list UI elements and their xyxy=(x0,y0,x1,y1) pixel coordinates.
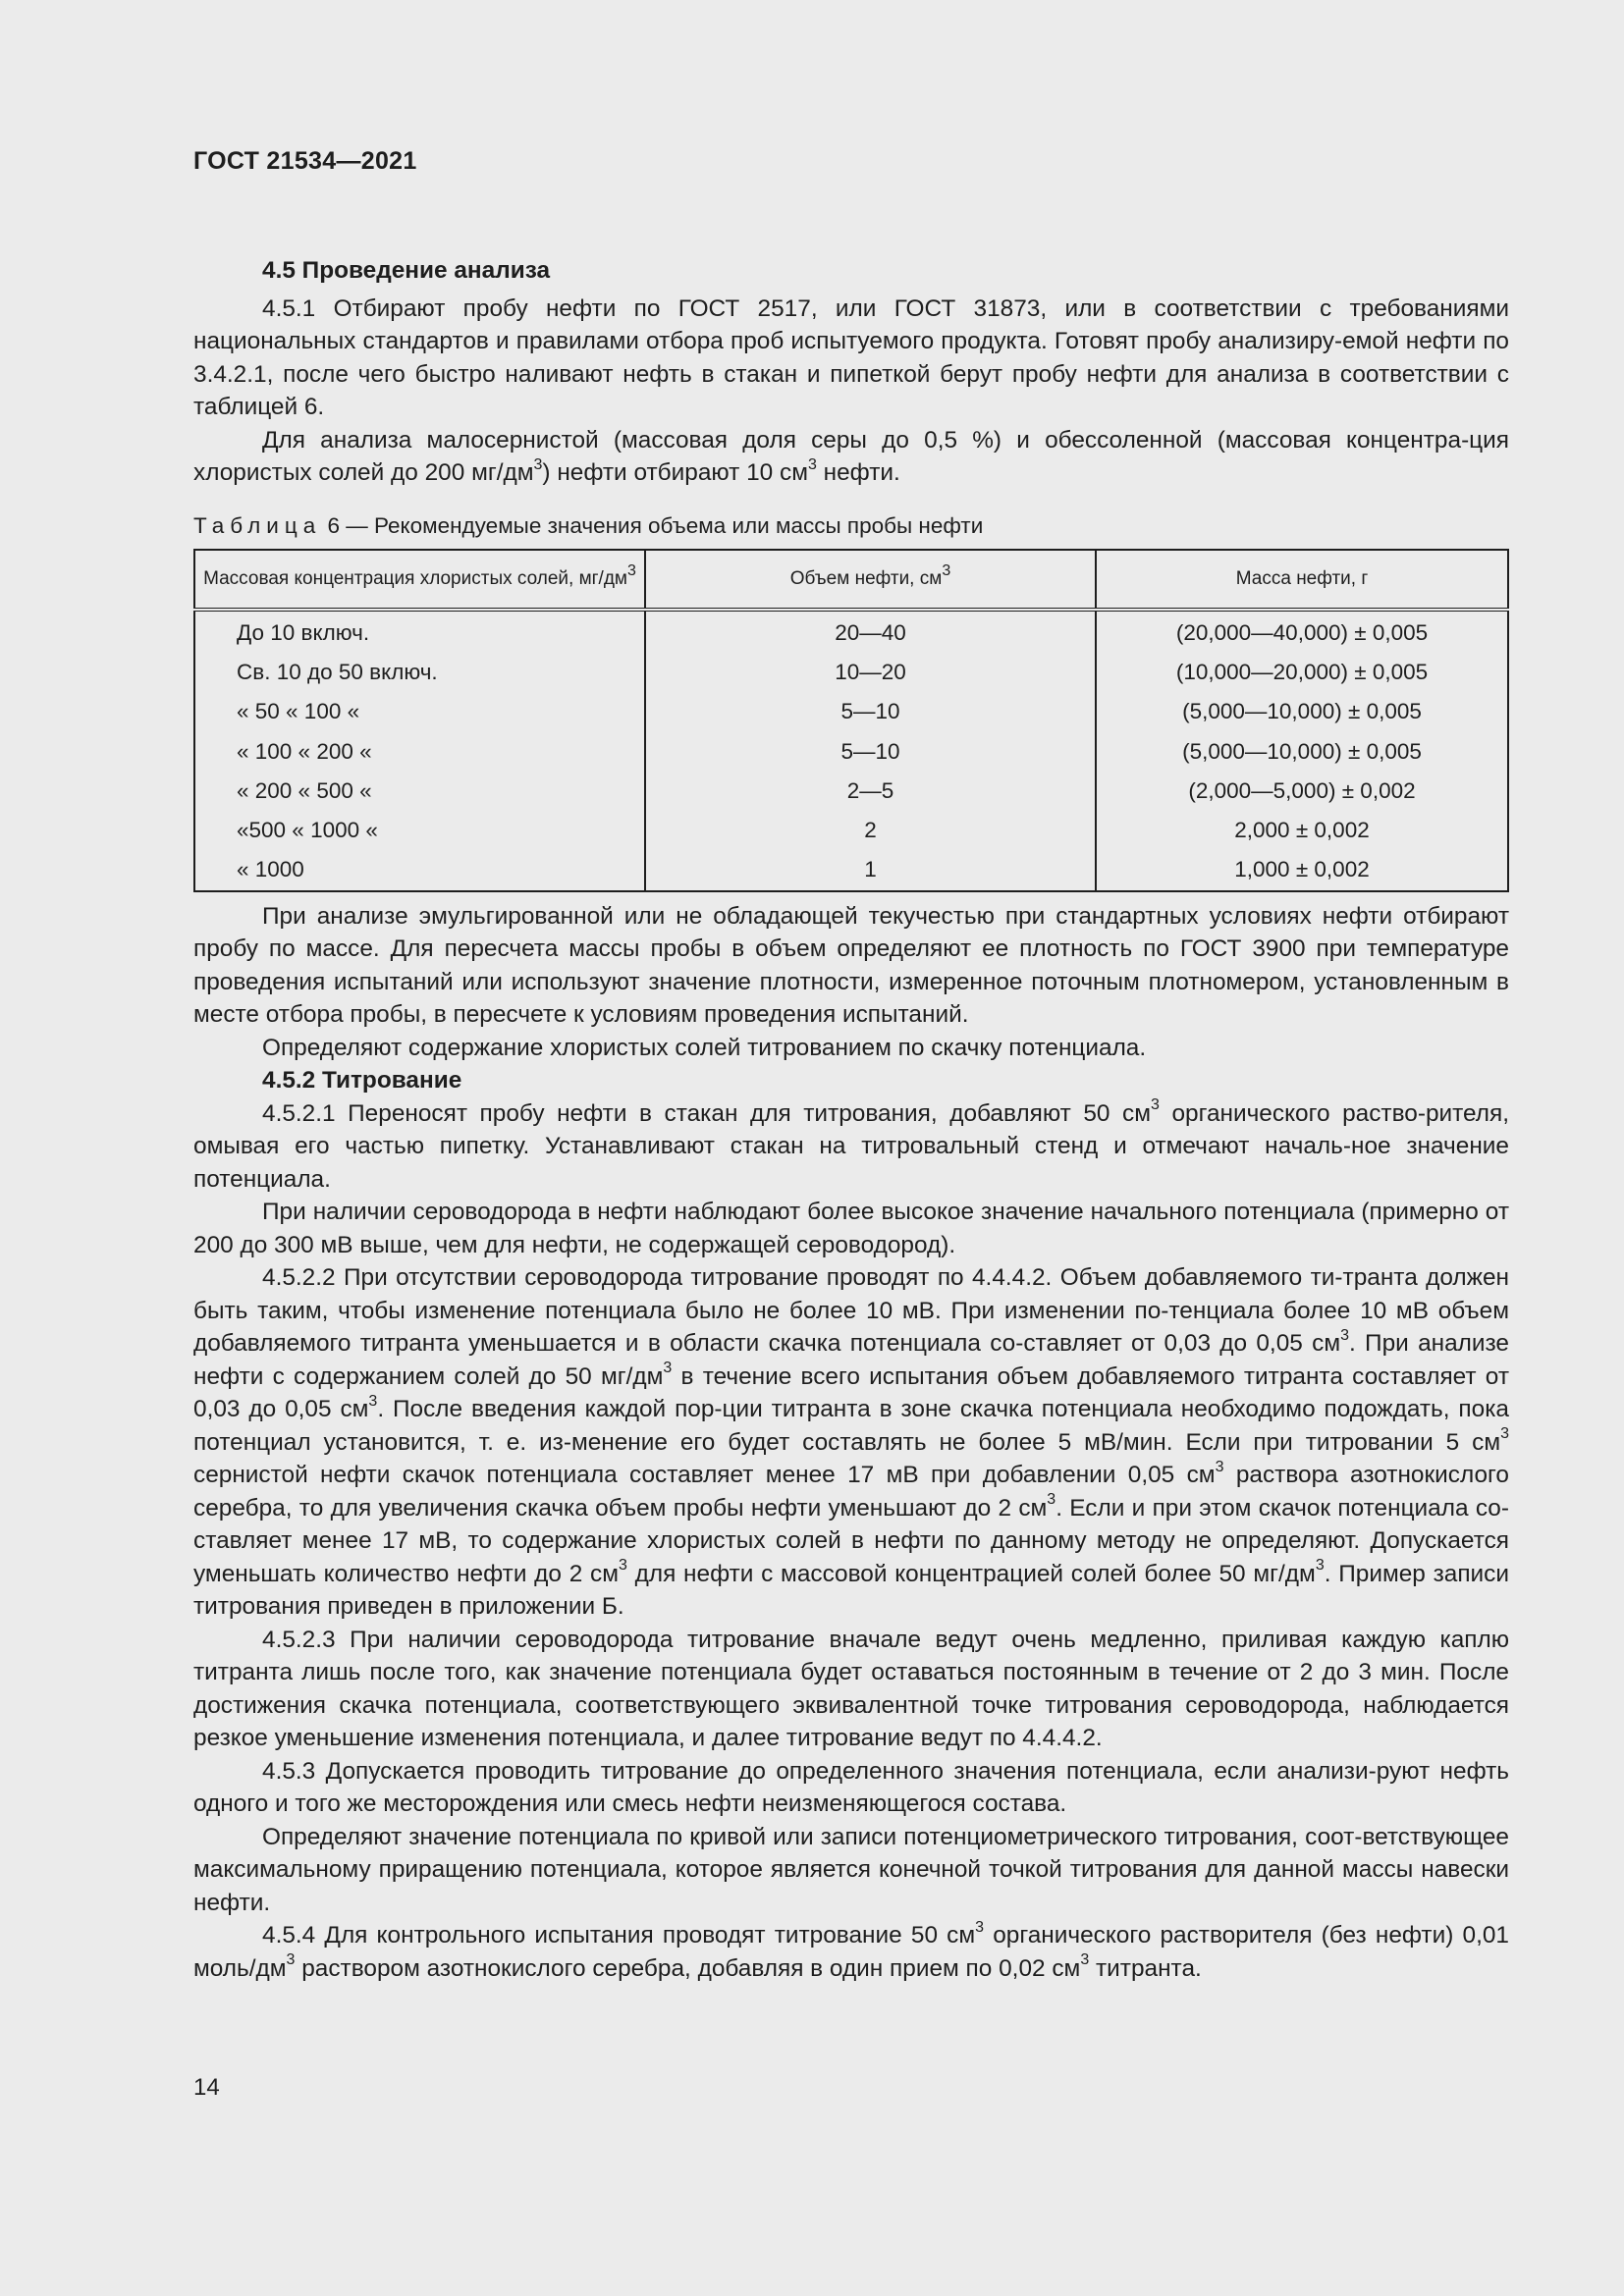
paragraph-4-5-2-2: 4.5.2.2 При отсутствии сероводорода титрование проводят по 4.4.4.2. Объем добавляемого ти-транта должен быть таким, чтобы изменение потенциала было не более 10 мВ. При изменении по-тенциала более 10 мВ объем добавляемого титранта уменьшается и в области скачка потенциала со-ставляет от 0,03 до 0,05 $см^3$. При анализе нефти с содержанием солей до 50 $мг/дм^3$ в течение всего испытания объем добавляемого титранта составляет от 0,03 до 0,05 $см^3$. После введения каждой пор-ции титранта в зоне скачка потенциала необходимо подождать, пока потенциал установится, т. е. из-менение его будет составлять не более 5 мВ/мин. Если при титровании 5 $см^3$ сернистой нефти скачок потенциала составляет менее 17 мВ при добавлении 0,05 $см^3$ раствора азотнокислого серебра, то для увеличения скачка объем пробы нефти уменьшают до 2 $см^3$. Если и при этом скачок потенциала со-ставляет менее 17 мВ, то содержание хлористых солей в нефти по данному методу не определяют. Допускается уменьшать количество нефти до 2 $см^3$ для нефти с массовой концентрацией солей более 50 $мг/дм^3$. Пример записи титрования приведен в приложении Б. xyxy=(193,1264,1510,1621)
cell-concentration: « 100 « 200 « xyxy=(194,731,645,771)
cell-volume: 20—40 xyxy=(645,610,1096,653)
paragraph-sample-low-sulfur: Для анализа малосернистой (массовая доля серы до 0,5 %) и обессоленной (массовая концентра-ция хлористых солей до 200 $мг/дм^3$) нефти отбирают 10 $см^3$ нефти. xyxy=(193,426,1509,486)
cell-volume: 2—5 xyxy=(645,772,1096,811)
cell-concentration: « 50 « 100 « xyxy=(194,692,645,731)
sample-volume-table xyxy=(193,549,1509,892)
table-header-row xyxy=(194,550,1508,610)
document-header: ГОСТ 21534—2021 xyxy=(193,147,417,175)
paragraph-4-5-2-1: 4.5.2.1 Переносят пробу нефти в стакан для титрования, добавляют 50 $см^3$ органического раство-рителя, омывая его частью пипетку. Устанавливают стакан на титровальный стенд и отмечают началь-ное значение потенциала. xyxy=(193,1096,1509,1193)
cell-volume: 1 xyxy=(645,850,1096,890)
header-salt-concentration: Массовая концентрация хлористых солей, $мг/дм^3$ xyxy=(194,550,645,610)
cell-mass: (5,000—10,000) ± 0,005 xyxy=(1182,699,1422,724)
table-row xyxy=(194,811,1508,850)
paragraph-potential-determination: Определяют значение потенциала по кривой или записи потенциометрического титрования, соот-ветствующее максимальному приращению потенциала, которое является конечной точкой титрования для данной массы навески нефти. xyxy=(193,1823,1509,1916)
header-oil-mass: Масса нефти, г xyxy=(1235,568,1369,589)
cell-mass: 1,000 ± 0,002 xyxy=(1234,857,1370,882)
table-row xyxy=(194,731,1508,771)
section-heading-4-5: 4.5 Проведение анализа xyxy=(262,257,551,284)
paragraph-hydrogen-sulfide: При наличии сероводорода в нефти наблюдают более высокое значение начального потенциала (примерно от 200 до 300 мВ выше, чем для нефти, не содержащей сероводород). xyxy=(193,1199,1509,1258)
cell-volume: 5—10 xyxy=(645,692,1096,731)
table-caption: Таблица 6 — Рекомендуемые значения объема или массы пробы нефти xyxy=(193,512,984,538)
cell-volume: 10—20 xyxy=(645,653,1096,692)
cell-mass: 2,000 ± 0,002 xyxy=(1234,818,1370,843)
table-row xyxy=(194,850,1508,890)
header-oil-volume: Объем нефти, $см^3$ xyxy=(645,550,1096,610)
paragraph-4-5-1: 4.5.1 Отбирают пробу нефти по ГОСТ 2517, или ГОСТ 31873, или в соответствии с требованиями национальных стандартов и правилами отбора проб испытуемого продукта. Готовят пробу анализиру-емой нефти по 3.4.2.1, после чего быстро наливают нефть в стакан и пипеткой берут пробу нефти для анализа в соответствии с таблицей 6. xyxy=(193,294,1509,420)
cell-mass: (2,000—5,000) ± 0,002 xyxy=(1188,777,1416,803)
table-row xyxy=(194,692,1508,731)
page-number: 14 xyxy=(193,2074,220,2101)
cell-concentration: До 10 включ. xyxy=(194,610,645,653)
paragraph-4-5-3: 4.5.3 Допускается проводить титрование до определенного значения потенциала, если анализи-руют нефть одного и того же месторождения или смесь нефти неизменяющегося состава. xyxy=(193,1757,1509,1818)
table-row xyxy=(194,610,1508,653)
paragraph-emulsified-oil: При анализе эмульгированной или не обладающей текучестью при стандартных условиях нефти отбирают пробу по массе. Для пересчета массы пробы в объем определяют ее плотность по ГОСТ 3900 при температуре проведения испытаний или используют значение плотности, измеренное поточным плотномером, установленным в месте отбора пробы, в пересчете к условиям проведения испытаний. xyxy=(193,902,1509,1029)
cell-mass: (5,000—10,000) ± 0,005 xyxy=(1182,738,1422,764)
paragraph-4-5-2-3: 4.5.2.3 При наличии сероводорода титрование вначале ведут очень медленно, приливая каждую каплю титранта лишь после того, как значение потенциала будет оставаться постоянным в течение от 2 до 3 мин. После достижения скачка потенциала, соответствующего эквивалентной точке титрования сероводорода, наблюдается резкое уменьшение изменения потенциала, и далее титрование ведут по 4.4.4.2. xyxy=(193,1626,1509,1752)
cell-mass: (10,000—20,000) ± 0,005 xyxy=(1175,659,1429,684)
document-page xyxy=(193,147,1509,1985)
section-heading-4-5-2: 4.5.2 Титрование xyxy=(262,1067,462,1095)
cell-volume: 2 xyxy=(645,811,1096,850)
table-row xyxy=(194,653,1508,692)
cell-volume: 5—10 xyxy=(645,731,1096,771)
table-row xyxy=(194,772,1508,811)
cell-mass: (20,000—40,000) ± 0,005 xyxy=(1175,619,1429,645)
paragraph-4-5-4: 4.5.4 Для контрольного испытания проводят титрование 50 $см^3$ органического растворителя (без нефти) 0,01 моль/$дм^3$ раствором азотнокислого серебра, добавляя в один прием по 0,02 $см^3$ титранта. xyxy=(193,1918,1509,1982)
cell-concentration: « 1000 xyxy=(194,850,645,890)
cell-concentration: «500 « 1000 « xyxy=(194,811,645,850)
cell-concentration: Св. 10 до 50 включ. xyxy=(194,653,645,692)
paragraph-determination: Определяют содержание хлористых солей титрованием по скачку потенциала. xyxy=(262,1034,1147,1061)
cell-concentration: « 200 « 500 « xyxy=(194,772,645,811)
